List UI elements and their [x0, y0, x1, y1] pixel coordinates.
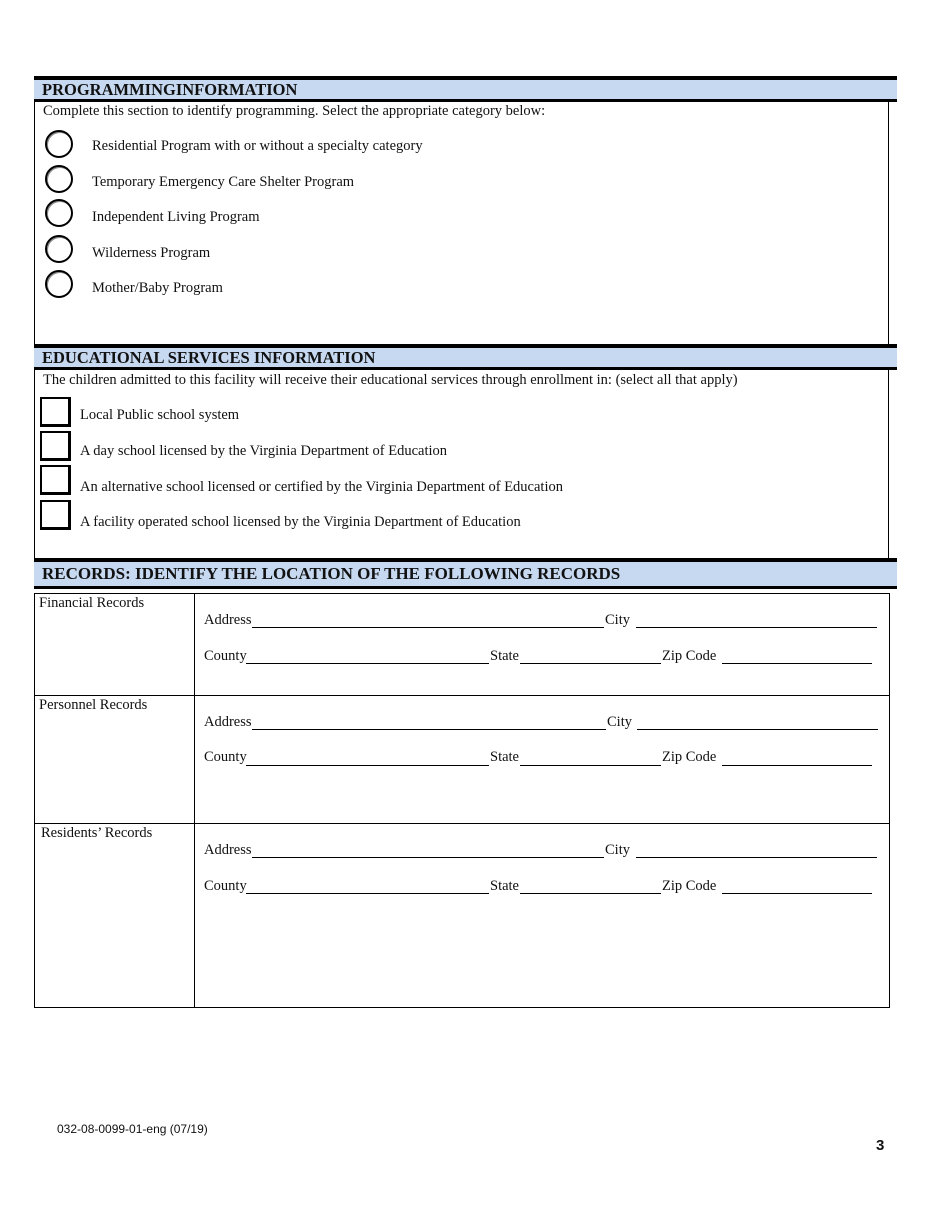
residents-zip-field[interactable] [722, 893, 872, 894]
records-row-label-residents: Residents’ Records [41, 825, 153, 841]
records-table [34, 593, 890, 1008]
radio-wilderness-program[interactable] [45, 235, 73, 263]
records-row-label-personnel: Personnel Records [39, 697, 148, 713]
residents-state-field[interactable] [520, 893, 661, 894]
checkbox-label-local-public: Local Public school system [80, 407, 240, 423]
residents-city-field[interactable] [636, 857, 877, 858]
personnel-county-field[interactable] [246, 765, 489, 766]
checkbox-label-alternative-school: An alternative school licensed or certified by the Virginia Department of Education [80, 479, 563, 495]
records-column-divider [194, 593, 195, 1007]
financial-city-field[interactable] [636, 627, 877, 628]
checkbox-day-school[interactable] [40, 431, 71, 461]
financial-zip-field[interactable] [722, 663, 872, 664]
personnel-address-field[interactable] [252, 729, 606, 730]
radio-independent-living[interactable] [45, 199, 73, 227]
radio-label-temporary-shelter: Temporary Emergency Care Shelter Program [92, 174, 355, 190]
financial-state-field[interactable] [520, 663, 661, 664]
records-row-divider [34, 823, 890, 824]
checkbox-local-public-school[interactable] [40, 397, 71, 427]
city-label: City [607, 714, 632, 730]
state-label: State [490, 749, 519, 765]
state-label: State [490, 648, 519, 664]
city-label: City [605, 842, 630, 858]
records-section-header: RECORDS: IDENTIFY THE LOCATION OF THE FOLLOWING RECORDS [34, 558, 897, 589]
radio-residential-program[interactable] [45, 130, 73, 158]
checkbox-label-facility-school: A facility operated school licensed by the Virginia Department of Education [80, 514, 521, 530]
education-section-header: EDUCATIONAL SERVICES INFORMATION [34, 344, 897, 370]
residents-county-field[interactable] [246, 893, 489, 894]
county-label: County [204, 878, 247, 894]
financial-county-field[interactable] [246, 663, 489, 664]
personnel-state-field[interactable] [520, 765, 661, 766]
county-label: County [204, 749, 247, 765]
education-intro: The children admitted to this facility will receive their educational services through enrollment in: (select all that apply) [43, 372, 738, 388]
records-row-divider [34, 695, 890, 696]
zip-label: Zip Code [662, 878, 717, 894]
city-label: City [605, 612, 630, 628]
programming-intro: Complete this section to identify programming. Select the appropriate category below: [43, 103, 546, 119]
state-label: State [490, 878, 519, 894]
radio-mother-baby-program[interactable] [45, 270, 73, 298]
radio-label-mother-baby: Mother/Baby Program [92, 280, 223, 296]
zip-label: Zip Code [662, 648, 717, 664]
residents-address-field[interactable] [252, 857, 604, 858]
address-label: Address [204, 842, 252, 858]
address-label: Address [204, 714, 252, 730]
personnel-zip-field[interactable] [722, 765, 872, 766]
radio-label-wilderness: Wilderness Program [92, 245, 211, 261]
page-number: 3 [876, 1137, 885, 1154]
records-row-label-financial: Financial Records [39, 595, 145, 611]
checkbox-alternative-school[interactable] [40, 465, 71, 495]
form-code: 032-08-0099-01-eng (07/19) [57, 1122, 208, 1136]
address-label: Address [204, 612, 252, 628]
radio-label-residential: Residential Program with or without a specialty category [92, 138, 423, 154]
programming-section-header: PROGRAMMINGINFORMATION [34, 76, 897, 102]
checkbox-label-day-school: A day school licensed by the Virginia Department of Education [80, 443, 448, 459]
radio-temporary-emergency-shelter[interactable] [45, 165, 73, 193]
checkbox-facility-operated-school[interactable] [40, 500, 71, 530]
county-label: County [204, 648, 247, 664]
personnel-city-field[interactable] [637, 729, 878, 730]
financial-address-field[interactable] [252, 627, 604, 628]
radio-label-independent-living: Independent Living Program [92, 209, 260, 225]
education-section-box [34, 370, 889, 560]
zip-label: Zip Code [662, 749, 717, 765]
